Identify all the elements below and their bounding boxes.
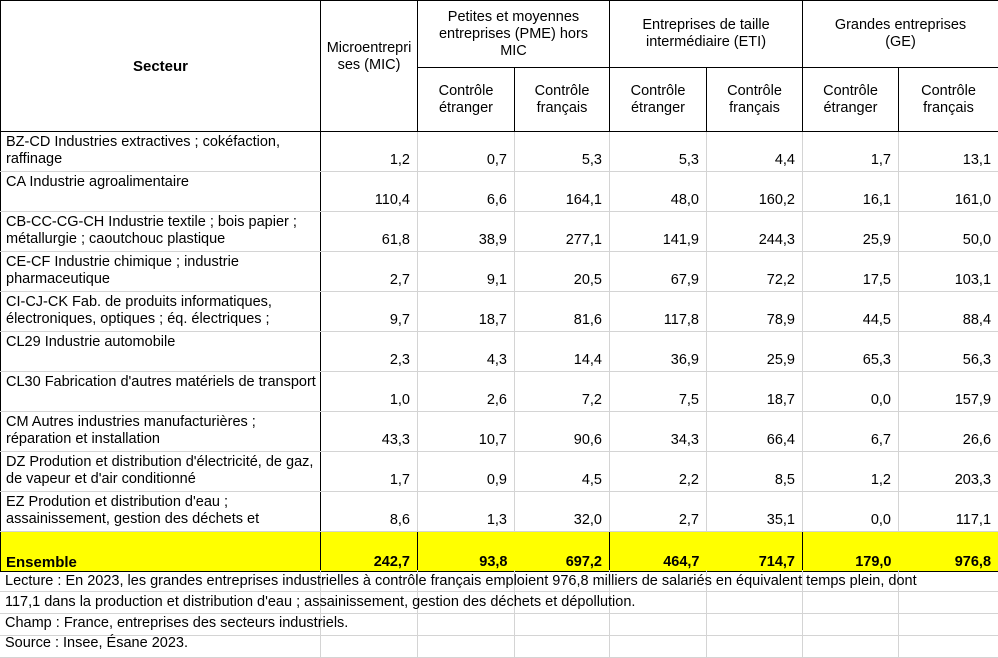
row-value: 44,5	[803, 292, 899, 332]
row-value: 50,0	[899, 212, 998, 252]
row-value: 17,5	[803, 252, 899, 292]
row-value: 4,4	[707, 132, 803, 172]
row-value: 25,9	[707, 332, 803, 372]
row-value: 5,3	[610, 132, 707, 172]
header-ge-ctrl-etranger: Contrôle étranger	[803, 68, 899, 132]
table-row	[1, 412, 998, 452]
row-value: 38,9	[418, 212, 515, 252]
row-value: 0,9	[418, 452, 515, 492]
row-value: 34,3	[610, 412, 707, 452]
header-ge: Grandes entreprises (GE)	[803, 1, 998, 68]
total-value: 976,8	[899, 532, 998, 572]
total-value: 93,8	[418, 532, 515, 572]
row-value: 81,6	[515, 292, 610, 332]
empty-cell	[706, 614, 802, 636]
row-value: 18,7	[418, 292, 515, 332]
table-row	[1, 492, 998, 532]
table-row	[1, 292, 998, 332]
total-value: 464,7	[610, 532, 707, 572]
row-sector-name: CL30 Fabrication d'autres matériels de transport	[1, 372, 321, 412]
empty-cell	[706, 592, 802, 614]
table-row	[1, 252, 998, 292]
empty-cell	[514, 636, 609, 658]
row-value: 1,0	[321, 372, 418, 412]
note-lecture-line-1: Lecture : En 2023, les grandes entreprises industrielles à contrôle français emploient 976,8 milliers de salariés en équivalent temps plein, dont	[5, 571, 917, 591]
table-row	[1, 132, 998, 172]
row-value: 65,3	[803, 332, 899, 372]
row-value: 16,1	[803, 172, 899, 212]
row-sector-name: CE-CF Industrie chimique ; industrie pharmaceutique	[1, 252, 321, 292]
row-sector-name: CM Autres industries manufacturières ; réparation et installation	[1, 412, 321, 452]
row-value: 8,5	[707, 452, 803, 492]
row-value: 277,1	[515, 212, 610, 252]
row-value: 78,9	[707, 292, 803, 332]
row-sector-name: CL29 Industrie automobile	[1, 332, 321, 372]
row-value: 0,0	[803, 492, 899, 532]
row-value: 26,6	[899, 412, 998, 452]
header-pme-ctrl-francais: Contrôle français	[515, 68, 610, 132]
row-value: 5,3	[515, 132, 610, 172]
row-value: 1,7	[321, 452, 418, 492]
row-sector-name: CA Industrie agroalimentaire	[1, 172, 321, 212]
empty-cell	[898, 592, 998, 614]
empty-cell	[802, 592, 898, 614]
header-pme-ctrl-etranger: Contrôle étranger	[418, 68, 515, 132]
empty-cell	[898, 636, 998, 658]
row-value: 2,2	[610, 452, 707, 492]
row-value: 0,7	[418, 132, 515, 172]
total-value: 714,7	[707, 532, 803, 572]
row-value: 2,7	[321, 252, 418, 292]
row-value: 48,0	[610, 172, 707, 212]
note-lecture-line-2: 117,1 dans la production et distribution d'eau ; assainissement, gestion des déchets et dépollution.	[5, 592, 635, 612]
empty-cell	[320, 636, 417, 658]
row-sector-name: CI-CJ-CK Fab. de produits informatiques, électroniques, optiques ; éq. électriques ;	[1, 292, 321, 332]
row-value: 35,1	[707, 492, 803, 532]
row-value: 1,2	[321, 132, 418, 172]
row-value: 61,8	[321, 212, 418, 252]
row-value: 0,0	[803, 372, 899, 412]
row-value: 110,4	[321, 172, 418, 212]
row-value: 244,3	[707, 212, 803, 252]
row-value: 10,7	[418, 412, 515, 452]
total-label: Ensemble	[1, 532, 321, 572]
note-champ: Champ : France, entreprises des secteurs industriels.	[5, 613, 348, 633]
row-value: 2,7	[610, 492, 707, 532]
row-value: 72,2	[707, 252, 803, 292]
row-value: 88,4	[899, 292, 998, 332]
row-value: 103,1	[899, 252, 998, 292]
table-row	[1, 452, 998, 492]
row-value: 1,7	[803, 132, 899, 172]
row-value: 203,3	[899, 452, 998, 492]
table-row	[1, 372, 998, 412]
table-row	[1, 332, 998, 372]
row-value: 36,9	[610, 332, 707, 372]
empty-cell	[802, 614, 898, 636]
header-secteur: Secteur	[1, 1, 321, 132]
row-value: 6,6	[418, 172, 515, 212]
empty-cell	[802, 636, 898, 658]
row-value: 43,3	[321, 412, 418, 452]
row-value: 157,9	[899, 372, 998, 412]
row-sector-name: CB-CC-CG-CH Industrie textile ; bois papier ; métallurgie ; caoutchouc plastique	[1, 212, 321, 252]
table-row	[1, 212, 998, 252]
total-value: 179,0	[803, 532, 899, 572]
empty-cell	[898, 614, 998, 636]
total-value: 697,2	[515, 532, 610, 572]
empty-cell	[417, 614, 514, 636]
note-source: Source : Insee, Ésane 2023.	[5, 633, 188, 653]
empty-cell	[609, 636, 706, 658]
row-sector-name: EZ Prodution et distribution d'eau ; assainissement, gestion des déchets et	[1, 492, 321, 532]
row-value: 13,1	[899, 132, 998, 172]
total-row	[1, 532, 998, 572]
row-value: 25,9	[803, 212, 899, 252]
row-value: 2,6	[418, 372, 515, 412]
header-eti-ctrl-etranger: Contrôle étranger	[610, 68, 707, 132]
row-value: 1,3	[418, 492, 515, 532]
row-value: 2,3	[321, 332, 418, 372]
row-value: 14,4	[515, 332, 610, 372]
row-value: 56,3	[899, 332, 998, 372]
row-value: 4,5	[515, 452, 610, 492]
row-value: 20,5	[515, 252, 610, 292]
header-eti-ctrl-francais: Contrôle français	[707, 68, 803, 132]
table-row	[1, 172, 998, 212]
empty-cell	[514, 614, 609, 636]
row-sector-name: BZ-CD Industries extractives ; cokéfaction, raffinage	[1, 132, 321, 172]
row-value: 141,9	[610, 212, 707, 252]
row-value: 90,6	[515, 412, 610, 452]
row-value: 160,2	[707, 172, 803, 212]
row-value: 18,7	[707, 372, 803, 412]
row-value: 4,3	[418, 332, 515, 372]
row-value: 6,7	[803, 412, 899, 452]
header-pme: Petites et moyennes entreprises (PME) hors MIC	[418, 1, 610, 68]
row-value: 67,9	[610, 252, 707, 292]
row-value: 32,0	[515, 492, 610, 532]
row-value: 66,4	[707, 412, 803, 452]
empty-cell	[609, 614, 706, 636]
row-value: 7,5	[610, 372, 707, 412]
header-mic: Microentreprises (MIC)	[321, 1, 418, 132]
row-value: 117,1	[899, 492, 998, 532]
total-value: 242,7	[321, 532, 418, 572]
row-value: 7,2	[515, 372, 610, 412]
row-value: 9,7	[321, 292, 418, 332]
row-value: 1,2	[803, 452, 899, 492]
row-value: 8,6	[321, 492, 418, 532]
row-value: 164,1	[515, 172, 610, 212]
empty-cell	[706, 636, 802, 658]
header-ge-ctrl-francais: Contrôle français	[899, 68, 998, 132]
empty-cell	[417, 636, 514, 658]
row-sector-name: DZ Prodution et distribution d'électricité, de gaz, de vapeur et d'air conditionné	[1, 452, 321, 492]
header-eti: Entreprises de taille intermédiaire (ETI)	[610, 1, 803, 68]
row-value: 9,1	[418, 252, 515, 292]
row-value: 161,0	[899, 172, 998, 212]
row-value: 117,8	[610, 292, 707, 332]
